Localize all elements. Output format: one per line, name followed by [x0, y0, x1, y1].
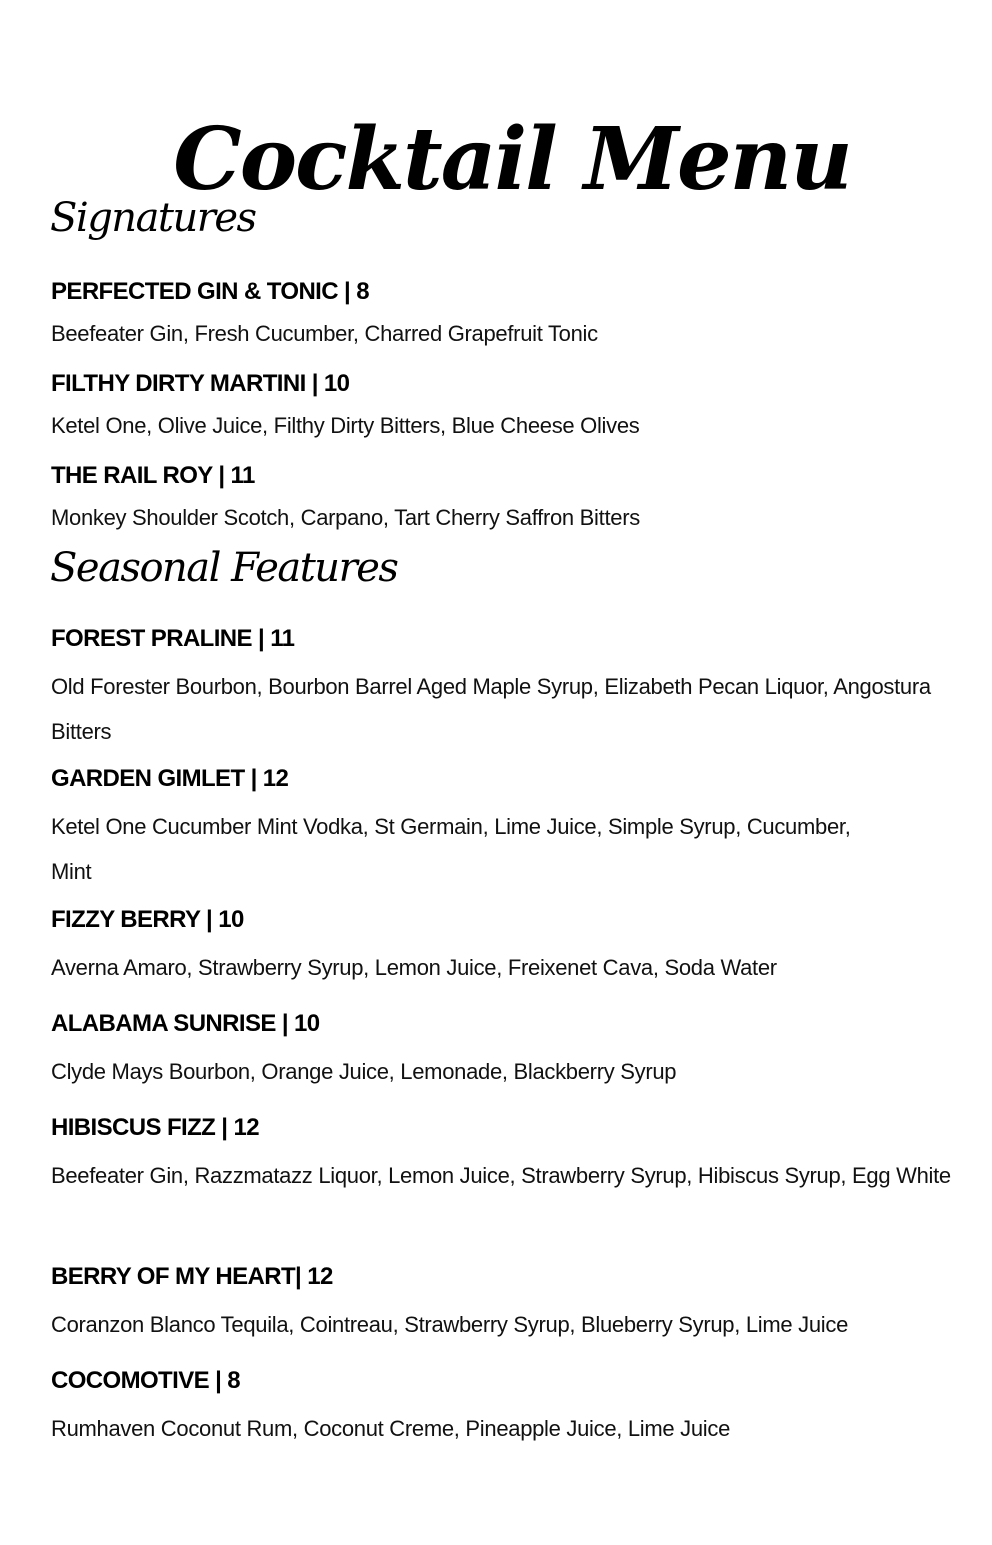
menu-item-description: Coranzon Blanco Tequila, Cointreau, Strawberry Syrup, Blueberry Syrup, Lime Juice: [51, 1312, 849, 1337]
menu-title: Cocktail Menu: [173, 108, 851, 210]
menu-item-description: Clyde Mays Bourbon, Orange Juice, Lemonade, Blackberry Syrup: [51, 1059, 677, 1084]
menu-item-description: Averna Amaro, Strawberry Syrup, Lemon Juice, Freixenet Cava, Soda Water: [51, 955, 777, 980]
menu-item-name: HIBISCUS FIZZ | 12: [51, 1114, 259, 1141]
menu-item-name: GARDEN GIMLET | 12: [51, 765, 289, 792]
menu-item-name: COCOMOTIVE | 8: [51, 1367, 241, 1394]
menu-item-name: FIZZY BERRY | 10: [51, 906, 244, 933]
menu-item-name: BERRY OF MY HEART| 12: [51, 1263, 333, 1290]
menu-item-description: Beefeater Gin, Fresh Cucumber, Charred Grapefruit Tonic: [51, 321, 598, 346]
menu-item-description: Ketel One, Olive Juice, Filthy Dirty Bitters, Blue Cheese Olives: [51, 413, 640, 438]
section-heading-signatures: Signatures: [50, 195, 256, 241]
menu-item-name: ALABAMA SUNRISE | 10: [51, 1010, 320, 1037]
menu-item-name: THE RAIL ROY | 11: [51, 462, 255, 489]
menu-item-description: Old Forester Bourbon, Bourbon Barrel Aged Maple Syrup, Elizabeth Pecan Liquor, Angostura Bitters: [51, 674, 931, 744]
menu-item-description: Beefeater Gin, Razzmatazz Liquor, Lemon Juice, Strawberry Syrup, Hibiscus Syrup, Egg White: [51, 1163, 951, 1188]
menu-item-name: FILTHY DIRTY MARTINI | 10: [51, 370, 350, 397]
menu-item-name: FOREST PRALINE | 11: [51, 625, 295, 652]
menu-item-description: Ketel One Cucumber Mint Vodka, St Germain, Lime Juice, Simple Syrup, Cucumber, Mint: [51, 814, 851, 884]
section-heading-seasonal-features: Seasonal Features: [50, 545, 398, 591]
menu-item-description: Monkey Shoulder Scotch, Carpano, Tart Cherry Saffron Bitters: [51, 505, 640, 530]
menu-item-name: PERFECTED GIN & TONIC | 8: [51, 278, 369, 305]
menu-item-description: Rumhaven Coconut Rum, Coconut Creme, Pineapple Juice, Lime Juice: [51, 1416, 731, 1441]
